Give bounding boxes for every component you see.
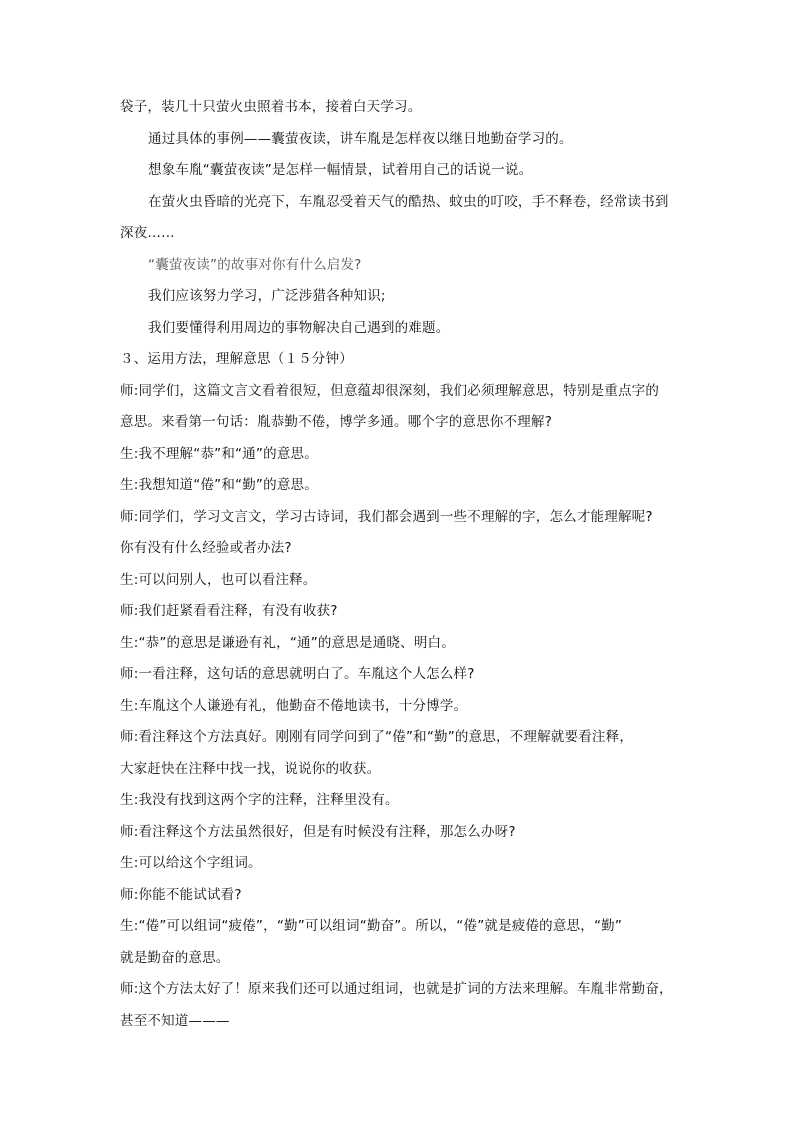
- text-line: 师:看注释这个方法虽然很好，但是有时候没有注释，那怎么办呀?: [120, 823, 516, 840]
- text-line: 大家赶快在注释中找一找，说说你的收获。: [120, 760, 381, 777]
- text-line: 深夜……: [120, 225, 175, 241]
- text-line: 通过具体的事例——囊萤夜读，讲车胤是怎样夜以继日地勤奋学习的。: [148, 130, 573, 147]
- text-line: 师:看注释这个方法真好。刚刚有同学问到了“倦”和“勤”的意思，不理解就要看注释，: [120, 729, 634, 745]
- text-line: 生:我想知道“倦”和“勤”的意思。: [120, 477, 318, 493]
- text-line: ３、运用方法，理解意思（１５分钟）: [120, 351, 353, 367]
- text-line: 生:可以问别人，也可以看注释。: [120, 571, 317, 588]
- text-line: 师:同学们，学习文言文，学习古诗词，我们都会遇到一些不理解的字，怎么才能理解呢?: [120, 508, 653, 525]
- text-line: 生:“倦”可以组词“疲倦”，“勤”可以组词“勤奋”。所以，“倦”就是疲倦的意思，“勤”: [120, 918, 623, 934]
- text-line: 师:一看注释，这句话的意思就明白了。车胤这个人怎么样?: [120, 666, 475, 682]
- text-line: 我们应该努力学习，广泛涉猎各种知识;: [148, 288, 386, 304]
- text-line: 生:车胤这个人谦逊有礼，他勤奋不倦地读书，十分博学。: [120, 697, 468, 714]
- document-body: [120, 97, 680, 1042]
- text-line: 师:这个方法太好了！原来我们还可以通过组词，也就是扩词的方法来理解。车胤非常勤奋，: [120, 981, 673, 997]
- text-line: 生:可以给这个字组词。: [120, 855, 262, 871]
- text-line: 想象车胤“囊萤夜读”是怎样一幅情景，试着用自己的话说一说。: [148, 162, 533, 178]
- text-line: 师:我们赶紧看看注释，有没有收获?: [120, 603, 338, 619]
- text-line: 生:我不理解“恭”和“通”的意思。: [120, 445, 318, 462]
- text-line: 师:你能不能试试看?: [120, 886, 242, 903]
- text-line: 袋子，装几十只萤火虫照着书本，接着白天学习。: [120, 99, 422, 115]
- text-line: 在萤火虫昏暗的光亮下，车胤忍受着天气的酷热、蚊虫的叮咬，手不释卷，经常读书到: [148, 193, 669, 210]
- text-line: “囊萤夜读”的故事对你有什么启发?: [148, 256, 362, 273]
- text-line: 师:同学们，这篇文言文看着很短，但意蕴却很深刻，我们必须理解意思，特别是重点字的: [120, 382, 660, 399]
- text-line: 你有没有什么经验或者办法?: [120, 540, 292, 556]
- text-line: 意思。来看第一句话：胤恭勤不倦，博学多通。哪个字的意思你不理解?: [120, 414, 553, 430]
- text-line: 生:我没有找到这两个字的注释，注释里没有。: [120, 792, 399, 808]
- text-line: 就是勤奋的意思。: [120, 949, 230, 966]
- text-line: 甚至不知道———: [120, 1012, 230, 1029]
- text-line: 我们要懂得利用周边的事物解决自己遇到的难题。: [148, 319, 450, 336]
- text-line: 生:“恭”的意思是谦逊有礼，“通”的意思是通晓、明白。: [120, 634, 455, 651]
